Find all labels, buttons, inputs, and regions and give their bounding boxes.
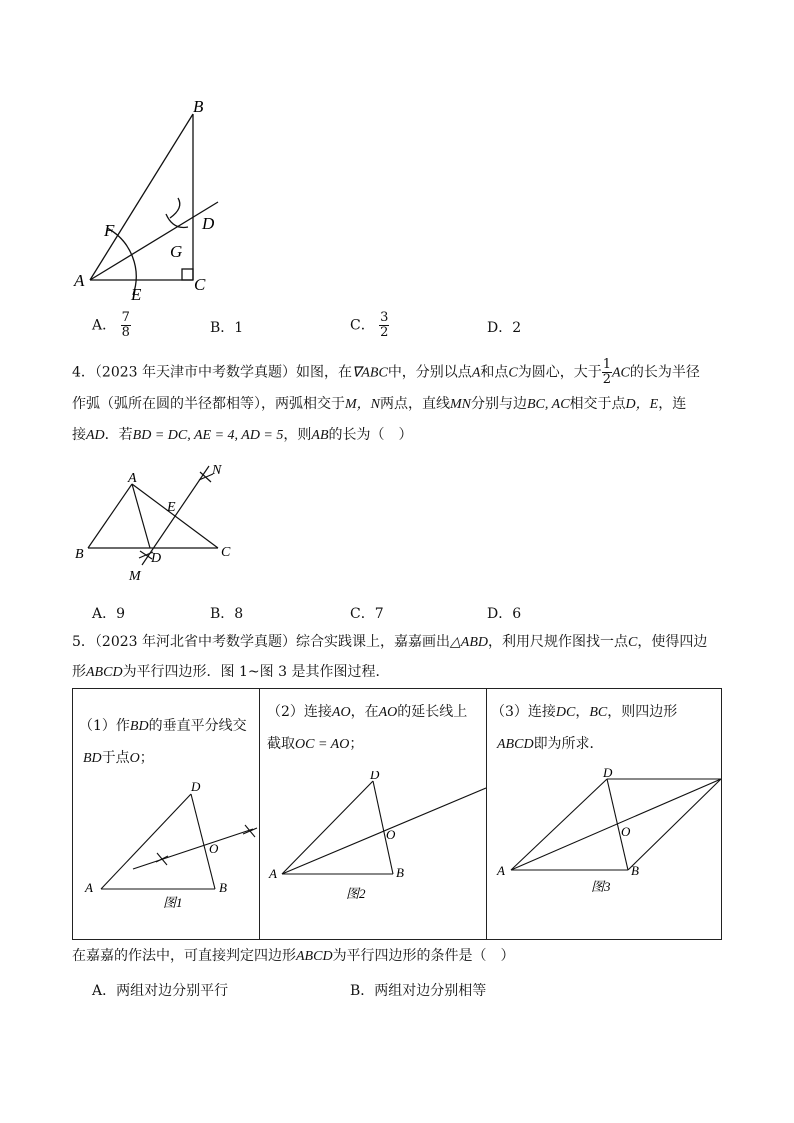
label-d: D: [191, 779, 201, 794]
math: ABCD: [296, 949, 333, 964]
label-c: C: [221, 545, 231, 560]
step-1-line-1: [79, 711, 247, 742]
text: 的长为（ ）: [328, 427, 413, 443]
arc-mark-2: [243, 825, 257, 837]
text: 截取: [267, 736, 295, 752]
segment-ad: [282, 781, 373, 874]
q5-construction-box: [72, 688, 722, 940]
label-e: E: [167, 500, 176, 515]
label-d: D: [370, 771, 380, 782]
segment-ad: [101, 794, 191, 889]
text: 分别与边: [471, 396, 527, 412]
q4-line-1: [72, 358, 700, 387]
segment-bc: [628, 779, 721, 870]
numerator: 1: [602, 357, 611, 372]
option-value: 2: [512, 320, 522, 336]
label-b: B: [75, 547, 84, 562]
fraction: [121, 311, 131, 340]
text: ，使得四边: [637, 634, 708, 650]
text: （1）作: [79, 718, 130, 734]
text: （3）连接: [491, 704, 556, 720]
q5-option-a[interactable]: A．两组对边分别平行: [92, 983, 229, 999]
denominator: 2: [380, 325, 389, 340]
math: AO: [331, 705, 351, 720]
q3-option-d[interactable]: [487, 317, 521, 337]
q5-figure-1: [73, 779, 259, 919]
math: O: [129, 751, 140, 766]
half-fraction: [602, 358, 612, 387]
text: 在嘉嘉的作法中，可直接判定四边形: [72, 948, 296, 964]
q3-option-c[interactable]: [350, 311, 389, 340]
numerator: 7: [121, 310, 130, 325]
step-3-line-1: [491, 697, 677, 728]
label-b: B: [219, 880, 227, 895]
label-a: A: [497, 863, 505, 878]
math: MN: [450, 397, 471, 412]
math: D，E: [625, 397, 659, 412]
q5-line-1: [72, 632, 707, 653]
bisector-line: [90, 202, 218, 280]
label-d: D: [202, 214, 215, 233]
step-3-line-2: [497, 729, 604, 760]
math: AO: [378, 705, 398, 720]
label-c: C: [194, 275, 206, 294]
math: ABCD: [497, 737, 534, 752]
text: 中，分别以点: [387, 364, 472, 381]
math: AB: [311, 428, 329, 443]
label-d: D: [151, 551, 162, 566]
math: C: [508, 365, 518, 381]
text: ，利用尺规作图找一点: [487, 634, 628, 650]
q5-question: [72, 946, 515, 967]
denominator: 8: [121, 325, 130, 340]
arc-g1: [166, 214, 188, 227]
math: ABCD: [86, 665, 123, 680]
text: 4．（2023 年天津市中考数学真题）如图，在: [72, 364, 352, 381]
caption-fig-1: 图1: [163, 895, 183, 910]
step-2-line-1: [267, 697, 467, 728]
q5-option-b[interactable]: B．两组对边分别相等: [350, 983, 487, 999]
q3-figure: [60, 90, 240, 310]
text: 形: [72, 664, 86, 680]
text: 相交于点: [569, 396, 626, 412]
text: ，连: [658, 396, 687, 412]
label-m: M: [129, 569, 141, 584]
option-letter: D．: [487, 320, 513, 336]
math: A: [471, 365, 481, 381]
option-letter: A．: [92, 317, 117, 334]
text: 5．（2023 年河北省中考数学真题）综合实践课上，嘉嘉画出: [72, 634, 450, 650]
text: ，则: [283, 427, 312, 443]
option-letter: C．: [350, 317, 375, 334]
perpendicular-bisector: [133, 829, 253, 869]
q3-option-a[interactable]: [92, 311, 131, 340]
text: 的延长线上: [397, 704, 468, 720]
caption-fig-2: 图2: [346, 886, 366, 901]
text: ，则四边形: [607, 704, 678, 720]
label-o: O: [209, 841, 219, 856]
q5-figure-3: [487, 767, 721, 897]
math: BD = DC, AE = 4, AD = 5: [132, 428, 284, 443]
label-a: A: [269, 866, 277, 881]
label-d: D: [603, 767, 613, 780]
q4-line-2: [72, 394, 686, 415]
math: M，N: [345, 397, 380, 412]
label-f: F: [104, 221, 115, 240]
option-letter: B．: [210, 320, 235, 336]
label-a: A: [85, 880, 93, 895]
q3-option-b[interactable]: [210, 317, 243, 337]
math: BD: [129, 719, 149, 734]
q4-figure: [66, 458, 246, 586]
math: AD: [86, 428, 105, 443]
text: 为平行四边形．图 1~图 3 是其作图过程．: [122, 664, 390, 680]
math: C: [627, 635, 638, 650]
label-b: B: [631, 863, 639, 878]
text: 和点: [480, 364, 509, 381]
text: ，: [575, 704, 590, 720]
label-b: B: [396, 865, 404, 880]
text: 即为所求．: [533, 736, 604, 752]
text: 两点，直线: [380, 396, 450, 412]
text: ；: [349, 736, 364, 752]
diagonal-ac: [511, 779, 721, 870]
text: 作弧（弧所在圆的半径都相等），两弧相交于: [72, 396, 345, 412]
math: BC: [589, 705, 608, 720]
q4-option-d[interactable]: D．6: [487, 606, 522, 622]
label-e: E: [131, 285, 142, 304]
segment-ab: [88, 484, 132, 548]
numerator: 3: [380, 310, 389, 325]
label-a: A: [74, 271, 85, 290]
label-b: B: [193, 97, 204, 116]
q4-option-a[interactable]: A．9: [92, 606, 126, 622]
text: 为平行四边形的条件是（ ）: [332, 948, 515, 964]
segment-ad: [511, 779, 607, 870]
fraction: [379, 311, 389, 340]
label-a: A: [128, 471, 137, 486]
step-2-line-2: [267, 729, 363, 760]
math: OC = AO: [295, 737, 350, 752]
math: ∇ABC: [352, 365, 388, 381]
arc-g2: [170, 198, 180, 218]
step-1-line-2: [83, 743, 154, 774]
caption-fig-3: 图3: [591, 879, 611, 894]
math: AC: [612, 365, 630, 381]
option-value: 1: [234, 320, 244, 336]
denominator: 2: [602, 372, 611, 387]
text: 的垂直平分线交: [148, 718, 247, 734]
label-o: O: [621, 824, 631, 839]
arc-mark-1: [156, 853, 168, 865]
math: DC: [555, 705, 576, 720]
text: 的长为半径: [629, 364, 700, 381]
q4-option-c[interactable]: C．7: [350, 606, 384, 622]
q4-line-3: [72, 425, 413, 446]
label-o: O: [386, 827, 396, 842]
text: ，在: [350, 704, 379, 720]
text: 为圆心，大于: [517, 364, 602, 381]
text: 于点: [101, 750, 130, 766]
right-angle-mark: [182, 269, 193, 280]
text: ；: [139, 750, 154, 766]
math: BD: [83, 751, 102, 766]
q4-option-b[interactable]: B．8: [210, 606, 244, 622]
text: ．若: [104, 427, 133, 443]
label-n: N: [212, 463, 222, 478]
q5-figure-2: [260, 771, 486, 901]
segment-ad: [132, 484, 150, 548]
label-g: G: [170, 242, 183, 261]
q5-line-2: [72, 662, 389, 683]
text: （2）连接: [267, 704, 332, 720]
math: BC, AC: [527, 397, 570, 412]
math: △ABD: [450, 635, 488, 650]
text: 接: [72, 427, 86, 443]
ray-ao: [282, 788, 486, 874]
